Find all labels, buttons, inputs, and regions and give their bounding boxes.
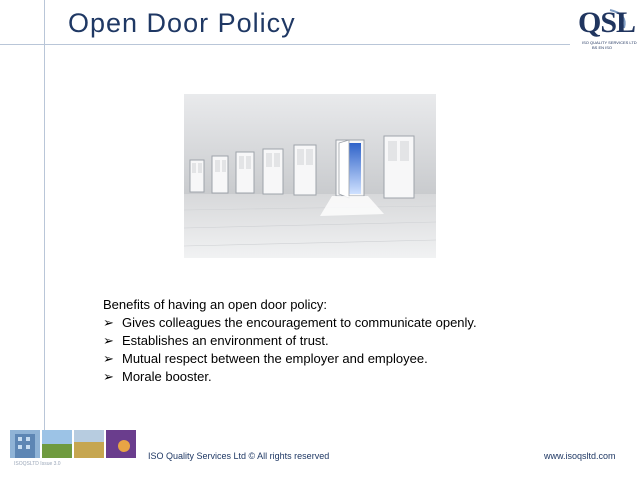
arrow-bullet-icon: ➢	[103, 351, 114, 366]
list-item: ➢ Morale booster.	[103, 369, 212, 384]
footer-copyright: ISO Quality Services Ltd © All rights reserved	[148, 451, 330, 461]
footer-photo-strip	[10, 430, 136, 458]
list-item: ➢ Mutual respect between the employer and employee.	[103, 351, 428, 366]
arrow-bullet-icon: ➢	[103, 369, 114, 384]
benefits-intro: Benefits of having an open door policy:	[103, 297, 328, 312]
slide-title: Open Door Policy	[68, 8, 296, 38]
field-photo	[74, 430, 104, 458]
list-item: ➢ Gives colleagues the encouragement to communicate openly.	[103, 315, 477, 330]
list-item: ➢ Establishes an environment of trust.	[103, 333, 329, 348]
horizontal-rule	[0, 44, 570, 45]
benefits-block	[103, 296, 477, 386]
open-door-illustration	[184, 94, 436, 258]
sunset-photo	[106, 430, 136, 458]
benefits-list	[103, 314, 477, 386]
landscape-photo	[42, 430, 72, 458]
building-photo	[10, 430, 40, 458]
qsl-logo: QSL ISO QUALITY SERVICES LTD BS EN ISO	[570, 4, 632, 50]
arrow-bullet-icon: ➢	[103, 333, 114, 348]
arrow-bullet-icon: ➢	[103, 315, 114, 330]
vertical-rule	[44, 0, 45, 430]
footer-website: www.isoqsltd.com	[544, 451, 616, 461]
issue-label: ISOQSLTD Issue 3.0	[14, 461, 61, 467]
